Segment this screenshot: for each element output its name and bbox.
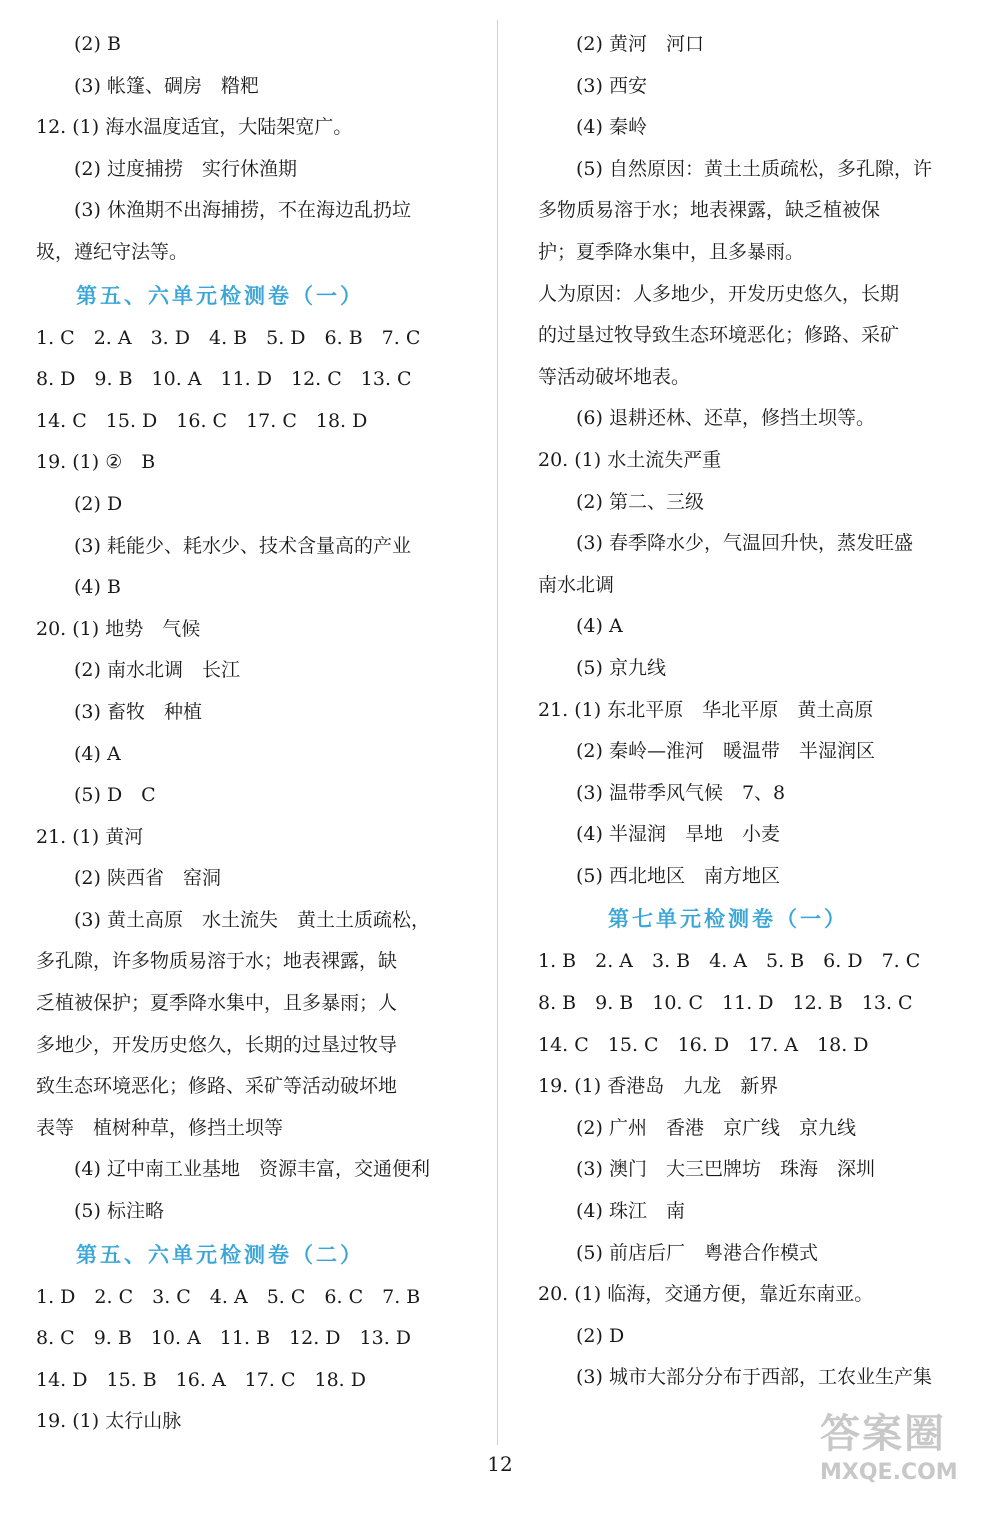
answer-line: (3) 耗能少、耗水少、技术含量高的产业 <box>74 534 411 557</box>
answer-line: 1. B 2. A 3. B 4. A 5. B 6. D 7. C <box>538 950 921 973</box>
answer-line: 的过垦过牧导致生态环境恶化；修路、采矿 <box>538 324 900 347</box>
answer-line: 圾，遵纪守法等。 <box>36 240 189 263</box>
answer-line: 多物质易溶于水；地表裸露，缺乏植被保 <box>538 199 881 222</box>
answer-line: (3) 春季降水少，气温回升快，蒸发旺盛 <box>576 532 913 555</box>
page-number: 12 <box>487 1452 513 1476</box>
answer-line: (2) 广州 香港 京广线 京九线 <box>576 1116 856 1139</box>
answer-line: 12. (1) 海水温度适宜，大陆架宽广。 <box>36 116 353 139</box>
answer-line: 1. D 2. C 3. C 4. A 5. C 6. C 7. B <box>36 1285 421 1308</box>
answer-line: 8. C 9. B 10. A 11. B 12. D 13. D <box>36 1327 412 1350</box>
answer-line: (3) 西安 <box>576 74 647 97</box>
answer-line: (6) 退耕还林、还草，修挡土坝等。 <box>576 407 875 430</box>
answer-line: 8. B 9. B 10. C 11. D 12. B 13. C <box>538 992 913 1015</box>
answer-line: 1. C 2. A 3. D 4. B 5. D 6. B 7. C <box>36 326 421 349</box>
right-column <box>538 24 978 1399</box>
answer-line: 致生态环境恶化；修路、采矿等活动破坏地 <box>36 1075 398 1098</box>
answer-line: (2) 过度捕捞 实行休渔期 <box>74 157 297 180</box>
section-heading: 第五、六单元检测卷（一） <box>76 282 364 308</box>
answer-line: 14. C 15. C 16. D 17. A 18. D <box>538 1033 869 1056</box>
section-heading: 第五、六单元检测卷（二） <box>76 1241 364 1267</box>
answer-line: 14. D 15. B 16. A 17. C 18. D <box>36 1368 366 1391</box>
answer-line: (2) 黄河 河口 <box>576 33 704 55</box>
answer-line: (2) D <box>74 492 123 515</box>
answer-line: (5) 京九线 <box>576 656 666 679</box>
answer-line: 20. (1) 地势 气候 <box>36 617 201 640</box>
answer-line: 20. (1) 水土流失严重 <box>538 448 722 471</box>
answer-line: (3) 休渔期不出海捕捞，不在海边乱扔垃 <box>74 199 411 222</box>
answer-line: 19. (1) 太行山脉 <box>36 1410 182 1433</box>
answer-line: (4) 珠江 南 <box>576 1200 685 1223</box>
watermark-logo <box>820 1410 990 1510</box>
answer-line: (2) 陕西省 窑洞 <box>74 867 221 890</box>
answer-line: 乏植被保护；夏季降水集中，且多暴雨；人 <box>36 992 398 1015</box>
answer-line: (3) 帐篷、碉房 糌粑 <box>74 74 259 97</box>
answer-line: (5) 前店后厂 粤港合作模式 <box>576 1241 818 1264</box>
answer-line: 多地少，开发历史悠久，长期的过垦过牧导 <box>36 1033 398 1056</box>
answer-line: (2) D <box>576 1324 625 1347</box>
answer-line: (5) D C <box>74 784 156 807</box>
answer-line: 20. (1) 临海，交通方便，靠近东南亚。 <box>538 1283 874 1306</box>
answer-line: (5) 自然原因：黄土土质疏松，多孔隙，许 <box>576 157 932 180</box>
answer-line: (2) 秦岭—淮河 暖温带 半湿润区 <box>576 740 875 763</box>
answer-line: 等活动破坏地表。 <box>538 365 691 388</box>
answer-line: (3) 黄土高原 水土流失 黄土土质疏松， <box>74 908 430 931</box>
answer-line: (5) 标注略 <box>74 1200 164 1223</box>
answer-line: (3) 畜牧 种植 <box>74 700 202 723</box>
answer-line: 护；夏季降水集中，且多暴雨。 <box>538 240 805 263</box>
answer-line: (2) B <box>74 33 121 55</box>
answer-line: 表等 植树种草，修挡土坝等 <box>36 1116 284 1139</box>
answer-line: (2) 第二、三级 <box>576 490 704 513</box>
answer-line: 南水北调 <box>538 573 615 596</box>
answer-line: 19. (1) 香港岛 九龙 新界 <box>538 1075 779 1098</box>
answer-line: (4) A <box>74 742 121 765</box>
answer-line: (4) B <box>74 576 121 599</box>
answer-line: (4) 辽中南工业基地 资源丰富，交通便利 <box>74 1158 430 1181</box>
answer-line: (4) 半湿润 旱地 小麦 <box>576 823 780 846</box>
section-heading: 第七单元检测卷（一） <box>608 906 848 932</box>
answer-line: (4) 秦岭 <box>576 116 647 139</box>
answer-line: 21. (1) 东北平原 华北平原 黄土高原 <box>538 698 874 721</box>
column-divider <box>497 20 498 1445</box>
answer-line: (3) 温带季风气候 7、8 <box>576 781 786 804</box>
left-column <box>36 24 476 1443</box>
answer-line: 19. (1) ② B <box>36 451 156 474</box>
answer-line: 14. C 15. D 16. C 17. C 18. D <box>36 409 368 432</box>
answer-line: 8. D 9. B 10. A 11. D 12. C 13. C <box>36 368 412 391</box>
answer-line: (4) A <box>576 615 623 638</box>
watermark-url: MXQE.COM <box>820 1460 958 1485</box>
answer-line: 多孔隙，许多物质易溶于水；地表裸露，缺 <box>36 950 398 973</box>
answer-line: (3) 澳门 大三巴牌坊 珠海 深圳 <box>576 1158 875 1181</box>
answer-line: 21. (1) 黄河 <box>36 825 144 848</box>
answer-line: (5) 西北地区 南方地区 <box>576 864 780 887</box>
answer-line: 人为原因：人多地少，开发历史悠久，长期 <box>538 282 900 305</box>
answer-line: (3) 城市大部分分布于西部，工农业生产集 <box>576 1366 932 1389</box>
answer-line: (2) 南水北调 长江 <box>74 659 240 682</box>
watermark-brand: 答案圈 <box>820 1411 946 1457</box>
